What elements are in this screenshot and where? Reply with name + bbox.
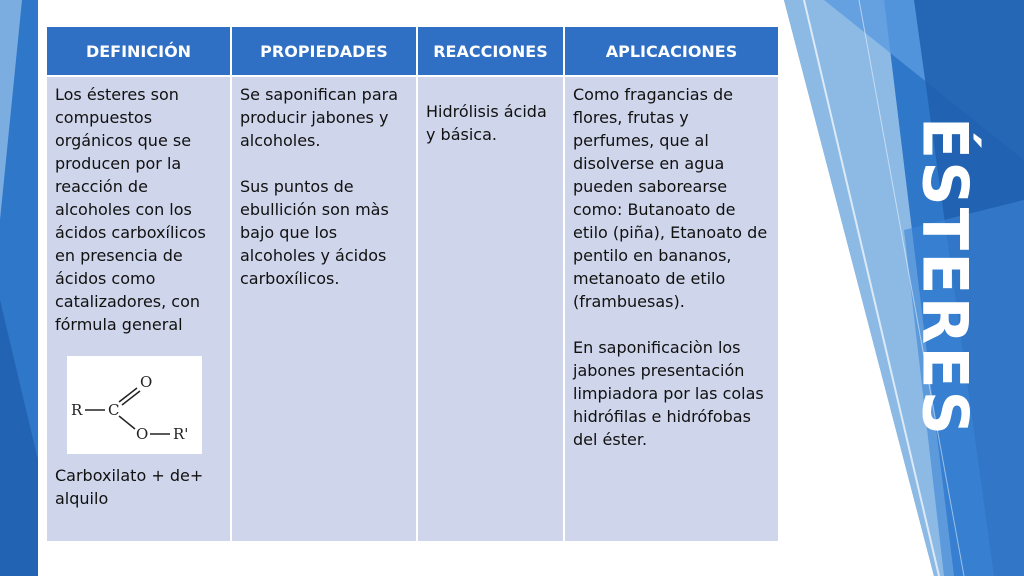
cell-propiedades xyxy=(231,76,417,542)
table-row xyxy=(46,76,779,542)
left-decoration xyxy=(0,0,38,576)
formula-r-prime: R' xyxy=(173,425,189,443)
cell-definicion xyxy=(46,76,231,542)
definicion-text: Los ésteres son compuestos orgánicos que se producen por la reacción de alcoholes con los ácidos carboxílicos en presencia de ácidos como catalizadores, con fórmula general xyxy=(55,85,206,334)
propiedades-p2: Sus puntos de ebullición son màs bajo que los alcoholes y ácidos carboxílicos. xyxy=(240,177,389,288)
formula-o-double: O xyxy=(140,373,153,391)
formula-c: C xyxy=(108,401,120,419)
table-header-row xyxy=(46,26,779,76)
header-reacciones: REACCIONES xyxy=(417,26,564,76)
propiedades-p1: Se saponifican para producir jabones y alcoholes. xyxy=(240,85,399,150)
formula-o-single: O xyxy=(136,425,149,443)
ester-formula-image xyxy=(67,356,202,454)
slide-title: ÉSTERES xyxy=(908,116,982,438)
cell-aplicaciones xyxy=(564,76,779,542)
definicion-caption: Carboxilato + de+ alquilo xyxy=(55,466,204,508)
esteres-table xyxy=(45,25,780,543)
cell-reacciones xyxy=(417,76,564,542)
header-propiedades: PROPIEDADES xyxy=(231,26,417,76)
reacciones-p1: Hidrólisis ácida y básica. xyxy=(426,102,547,144)
esteres-table-container xyxy=(45,25,778,543)
right-decoration xyxy=(764,0,1024,576)
aplicaciones-p2: En saponificaciòn los jabones presentación limpiadora por las colas hidrófilas e hidrófobas del éster. xyxy=(573,338,764,449)
header-aplicaciones: APLICACIONES xyxy=(564,26,779,76)
formula-r: R xyxy=(71,401,83,419)
aplicaciones-p1: Como fragancias de flores, frutas y perfumes, que al disolverse en agua pueden saborearse como: Butanoato de etilo (piña), Etanoato de pentilo en bananos, metanoato de etilo (frambuesas). xyxy=(573,85,768,311)
header-definicion: DEFINICIÓN xyxy=(46,26,231,76)
